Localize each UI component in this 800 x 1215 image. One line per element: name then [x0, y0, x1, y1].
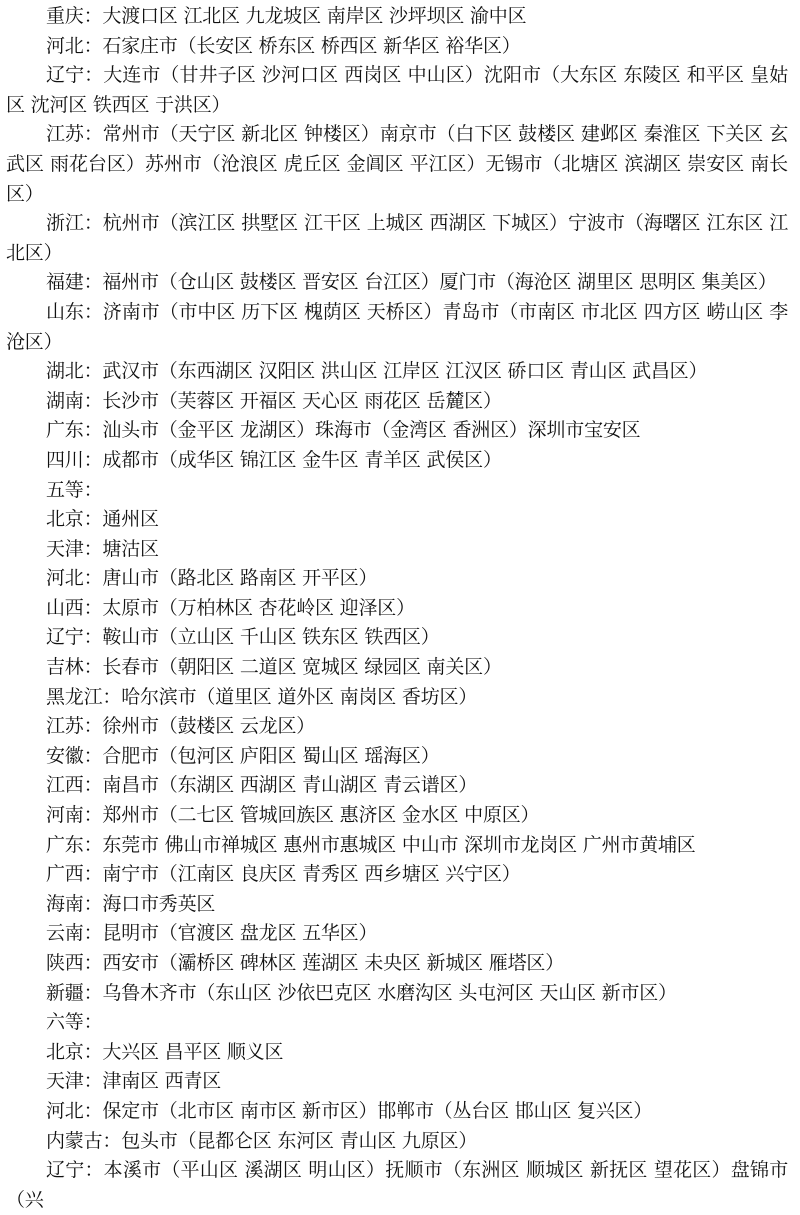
text-line-tianjin-2: 天津：津南区 西青区	[46, 1070, 222, 1093]
text-line-guangxi: 广西：南宁市（江南区 良庆区 青秀区 西乡塘区 兴宁区）	[46, 863, 521, 886]
text-line-henan: 河南：郑州市（二七区 管城回族区 惠济区 金水区 中原区）	[46, 804, 540, 827]
text-line-neimenggu: 内蒙古：包头市（昆都仑区 东河区 青山区 九原区）	[46, 1129, 478, 1152]
text-line-jilin: 吉林：长春市（朝阳区 二道区 宽城区 绿园区 南关区）	[46, 656, 502, 679]
text-line-hunan: 湖南：长沙市（芙蓉区 开福区 天心区 雨花区 岳麓区）	[46, 389, 502, 412]
text-line-tianjin: 天津：塘沽区	[46, 537, 159, 560]
text-line-hebei-3: 河北：保定市（北市区 南市区 新市区）邯郸市（丛台区 邯山区 复兴区）	[46, 1099, 653, 1122]
section-heading-tier-6: 六等：	[46, 1011, 103, 1034]
text-line-jiangsu: 江苏：常州市（天宁区 新北区 钟楼区）南京市（白下区 鼓楼区 建邺区 秦淮区 下关区 玄武区 雨花台区）苏州市（沧浪区 虎丘区 金阊区 平江区）无锡市（北塘区 滨湖区 崇安区 南长区）	[6, 123, 788, 205]
text-line-liaoning-2: 辽宁：鞍山市（立山区 千山区 铁东区 铁西区）	[46, 626, 440, 649]
text-line-jiangxi: 江西：南昌市（东湖区 西湖区 青山湖区 青云谱区）	[46, 774, 478, 797]
text-line-shanxi: 山西：太原市（万柏林区 杏花岭区 迎泽区）	[46, 596, 415, 619]
text-line-fujian: 福建：福州市（仓山区 鼓楼区 晋安区 台江区）厦门市（海沧区 湖里区 思明区 集美区）	[46, 271, 777, 294]
text-line-xinjiang: 新疆：乌鲁木齐市（东山区 沙依巴克区 水磨沟区 头屯河区 天山区 新市区）	[46, 981, 677, 1004]
text-line-beijing: 北京：通州区	[46, 508, 159, 531]
text-line-beijing-2: 北京：大兴区 昌平区 顺义区	[46, 1040, 284, 1063]
text-line-hubei: 湖北：武汉市（东西湖区 汉阳区 洪山区 江岸区 江汉区 硚口区 青山区 武昌区）	[46, 360, 708, 383]
text-line-shandong: 山东：济南市（市中区 历下区 槐荫区 天桥区）青岛市（市南区 市北区 四方区 崂山区 李沧区）	[6, 300, 788, 353]
text-line-hainan: 海南：海口市秀英区	[46, 892, 216, 915]
text-line-chongqing: 重庆：大渡口区 江北区 九龙坡区 南岸区 沙坪坝区 渝中区	[46, 5, 527, 27]
text-line-sichuan: 四川：成都市（成华区 锦江区 金牛区 青羊区 武侯区）	[46, 448, 502, 471]
text-line-heilongjiang: 黑龙江：哈尔滨市（道里区 道外区 南岗区 香坊区）	[46, 685, 478, 708]
text-line-liaoning: 辽宁：大连市（甘井子区 沙河口区 西岗区 中山区）沈阳市（大东区 东陵区 和平区 皇姑区 沈河区 铁西区 于洪区）	[6, 64, 788, 116]
text-line-guangdong: 广东：汕头市（金平区 龙湖区）珠海市（金湾区 香洲区）深圳市宝安区	[46, 419, 641, 442]
text-line-jiangsu-2: 江苏：徐州市（鼓楼区 云龙区）	[46, 715, 316, 738]
section-heading-tier-5: 五等：	[46, 478, 103, 501]
text-line-shaanxi: 陕西：西安市（灞桥区 碑林区 莲湖区 未央区 新城区 雁塔区）	[46, 952, 564, 974]
text-line-zhejiang: 浙江：杭州市（滨江区 拱墅区 江干区 上城区 西湖区 下城区）宁波市（海曙区 江东区 江北区）	[6, 212, 788, 264]
text-line-guangdong-2: 广东：东莞市 佛山市禅城区 惠州市惠城区 中山市 深圳市龙岗区 广州市黄埔区	[46, 833, 696, 856]
text-line-hebei: 河北：石家庄市（长安区 桥东区 桥西区 新华区 裕华区）	[46, 34, 521, 57]
text-line-hebei-2: 河北：唐山市（路北区 路南区 开平区）	[46, 567, 378, 590]
text-line-anhui: 安徽：合肥市（包河区 庐阳区 蜀山区 瑶海区）	[46, 744, 440, 767]
text-line-yunnan: 云南：昆明市（官渡区 盘龙区 五华区）	[46, 922, 378, 945]
text-line-liaoning-3: 辽宁：本溪市（平山区 溪湖区 明山区）抚顺市（东洲区 顺城区 新抚区 望花区）盘锦市（兴	[6, 1159, 788, 1211]
